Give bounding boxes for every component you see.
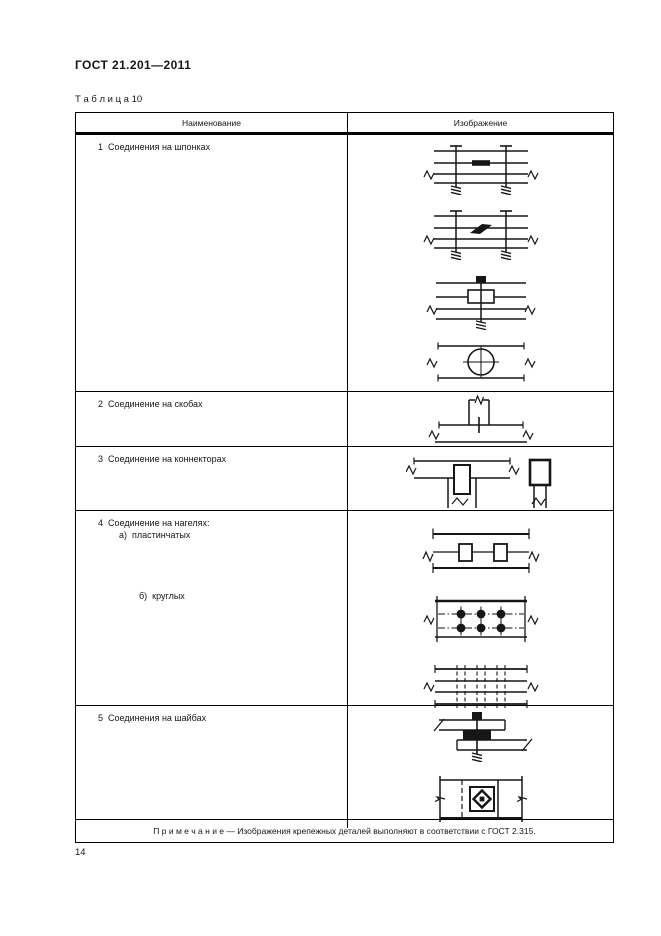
break-mark-icon bbox=[423, 552, 433, 561]
symbols-table bbox=[75, 112, 614, 843]
break-mark-icon bbox=[529, 552, 539, 561]
break-mark-icon bbox=[528, 616, 538, 624]
round-dowel-plan-figure bbox=[421, 591, 541, 647]
break-mark-icon bbox=[525, 306, 535, 314]
key-inclined-elevation-figure bbox=[422, 206, 540, 260]
break-mark-icon bbox=[528, 171, 538, 179]
table-row bbox=[76, 446, 613, 510]
break-mark-icon bbox=[528, 683, 538, 691]
page-number: 14 bbox=[75, 847, 86, 858]
break-mark-icon bbox=[424, 616, 434, 624]
table-row bbox=[76, 705, 613, 819]
plate-dowel-icon bbox=[494, 544, 507, 561]
table-note: П р и м е ч а н и е — Изображения крепежных деталей выполняют в соответствии с ГОСТ 2.315. bbox=[76, 819, 613, 842]
break-mark-icon bbox=[523, 431, 533, 439]
break-mark-icon bbox=[525, 359, 535, 367]
row4-name: 4 Соединение на нагелях: bbox=[98, 518, 210, 528]
table-caption: Т а б л и ц а 10 bbox=[75, 94, 143, 105]
row2-name: 2 Соединение на скобах bbox=[98, 399, 203, 409]
table-row bbox=[76, 391, 613, 446]
bolt-icon bbox=[450, 146, 462, 195]
row1-name: 1 Соединения на шпонках bbox=[98, 142, 211, 152]
break-mark-icon bbox=[475, 396, 484, 404]
break-mark-icon bbox=[429, 431, 439, 439]
washer-joint-plan-figure bbox=[426, 770, 536, 828]
break-mark-icon bbox=[424, 683, 434, 691]
connector-joint-figure bbox=[406, 451, 556, 511]
break-mark-icon bbox=[427, 306, 437, 314]
bolt-icon bbox=[450, 211, 462, 260]
table-row bbox=[76, 134, 613, 391]
break-mark-icon bbox=[528, 236, 538, 244]
washer-joint-elevation-figure bbox=[421, 708, 541, 762]
row4-sub-a-label: а) пластинчатых bbox=[119, 530, 191, 540]
break-mark-icon bbox=[424, 171, 434, 179]
col-header-image: Изображение bbox=[453, 117, 508, 128]
connector-side-icon bbox=[530, 460, 550, 485]
key-round-plan-figure bbox=[426, 339, 536, 385]
bolt-icon bbox=[500, 211, 512, 260]
break-mark-icon bbox=[406, 466, 416, 474]
break-mark-icon bbox=[452, 498, 468, 505]
doc-code: ГОСТ 21.201—2011 bbox=[75, 58, 192, 72]
round-dowel-dashed-icon bbox=[457, 665, 505, 708]
col-header-name: Наименование bbox=[76, 113, 348, 132]
key-plate-bolt-figure bbox=[426, 270, 536, 330]
break-mark-icon bbox=[427, 359, 437, 367]
staple-joint-figure bbox=[421, 394, 541, 446]
plate-dowel-icon bbox=[459, 544, 472, 561]
row5-name: 5 Соединения на шайбах bbox=[98, 713, 207, 723]
table-row bbox=[76, 510, 613, 705]
key-straight-elevation-figure bbox=[422, 141, 540, 195]
break-mark-icon bbox=[424, 236, 434, 244]
row3-name: 3 Соединение на коннекторах bbox=[98, 454, 227, 464]
connector-icon bbox=[454, 465, 470, 494]
break-mark-icon bbox=[509, 466, 519, 474]
table-header-row bbox=[76, 113, 613, 134]
bolt-icon bbox=[500, 146, 512, 195]
row4-sub-b-label: б) круглых bbox=[139, 591, 185, 601]
plate-dowel-figure bbox=[421, 525, 541, 575]
